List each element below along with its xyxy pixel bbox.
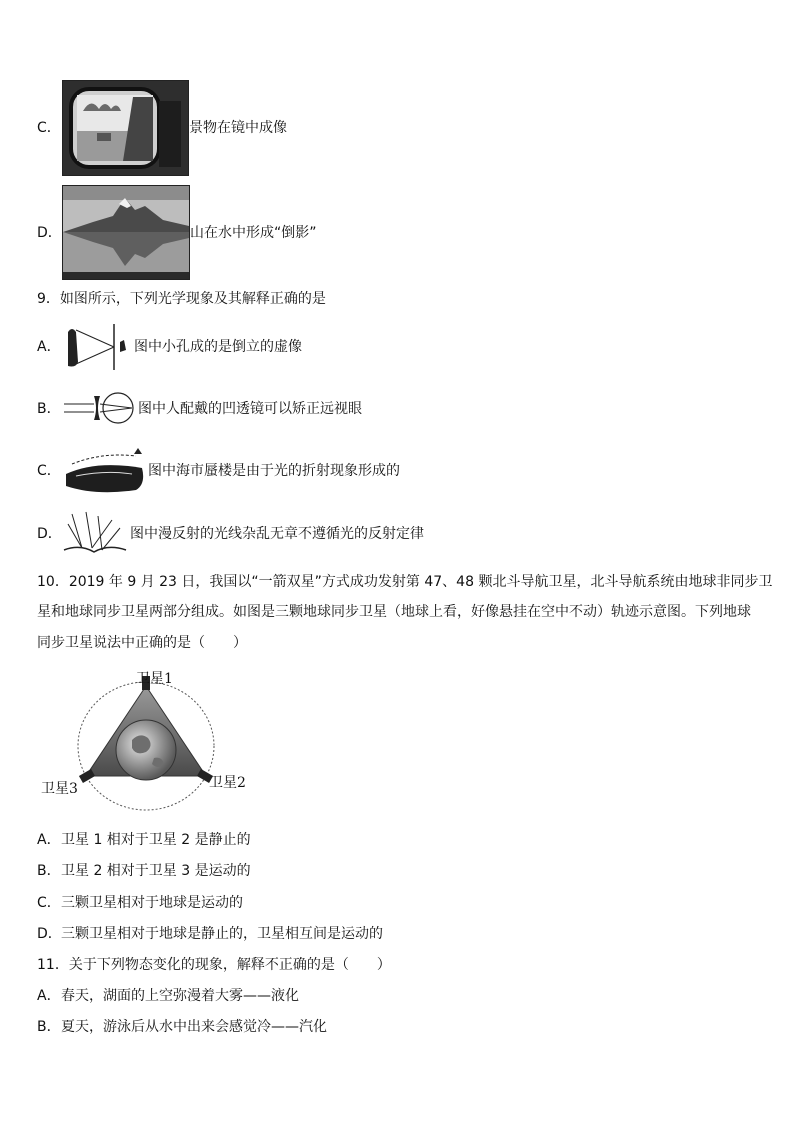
mountain-reflection-photo — [62, 185, 190, 280]
q10-option-a-text: 卫星 1 相对于卫星 2 是静止的 — [61, 832, 251, 848]
q10-option-b-label: B． — [37, 863, 61, 879]
q9-option-d-text: 图中漫反射的光线杂乱无章不遵循光的反射定律 — [130, 526, 424, 542]
q9-option-d-label: D． — [37, 526, 62, 542]
q9-option-a-label: A． — [37, 339, 61, 355]
q8-option-d-label: D． — [37, 225, 62, 241]
q10-option-b — [37, 861, 251, 881]
q9-option-c-label: C． — [37, 463, 61, 479]
q11-option-a-label: A． — [37, 988, 61, 1004]
car-mirror-photo — [62, 80, 189, 176]
q8-option-c-text: 景物在镜中成像 — [189, 120, 287, 136]
q10-option-c-label: C． — [37, 895, 61, 911]
q10-option-a — [37, 830, 251, 850]
mirage-figure — [62, 444, 146, 496]
q8-option-d-text: 山在水中形成“倒影” — [190, 225, 317, 241]
q10-option-b-text: 卫星 2 相对于卫星 3 是运动的 — [61, 863, 251, 879]
q10-option-d — [37, 924, 383, 944]
q9-option-b-label: B． — [37, 401, 61, 417]
q11-option-b — [37, 1017, 327, 1037]
q9-option-b-text: 图中人配戴的凹透镜可以矫正远视眼 — [138, 401, 362, 417]
pinhole-camera-figure — [62, 322, 132, 372]
q10-option-c-text: 三颗卫星相对于地球是运动的 — [61, 895, 243, 911]
concave-lens-eye-figure — [64, 390, 136, 426]
q10-option-c — [37, 893, 243, 913]
q11-option-a-text: 春天，湖面的上空弥漫着大雾——液化 — [61, 988, 299, 1004]
q9-option-a-text: 图中小孔成的是倒立的虚像 — [134, 339, 302, 355]
q10-option-d-label: D． — [37, 926, 62, 942]
q11-stem: 11．关于下列物态变化的现象，解释不正确的是（ ） — [37, 957, 391, 973]
q10-option-d-text: 三颗卫星相对于地球是静止的，卫星相互间是运动的 — [61, 926, 383, 942]
q10-stem-line3: 同步卫星说法中正确的是（ ） — [37, 635, 247, 651]
q9-stem: 9．如图所示，下列光学现象及其解释正确的是 — [37, 291, 326, 307]
q9-option-c-text: 图中海市蜃楼是由于光的折射现象形成的 — [148, 463, 400, 479]
satellite-3-label: 卫星3 — [41, 781, 78, 797]
satellite-1-label: 卫星1 — [136, 671, 173, 687]
q10-stem-line1: 10．2019 年 9 月 23 日，我国以“一箭双星”方式成功发射第 47、48 颗北斗导航卫星，北斗导航系统由地球非同步卫 — [37, 574, 773, 590]
q11-option-a — [37, 986, 299, 1006]
diffuse-reflection-figure — [62, 510, 128, 558]
satellite-2-label: 卫星2 — [209, 775, 246, 791]
q10-stem-line2: 星和地球同步卫星两部分组成。如图是三颗地球同步卫星（地球上看，好像悬挂在空中不动）轨迹示意图。下列地球 — [37, 604, 751, 620]
q8-option-c-label: C． — [37, 120, 61, 136]
q10-option-a-label: A． — [37, 832, 61, 848]
q11-option-b-label: B． — [37, 1019, 61, 1035]
q11-option-b-text: 夏天，游泳后从水中出来会感觉冷——汽化 — [61, 1019, 327, 1035]
